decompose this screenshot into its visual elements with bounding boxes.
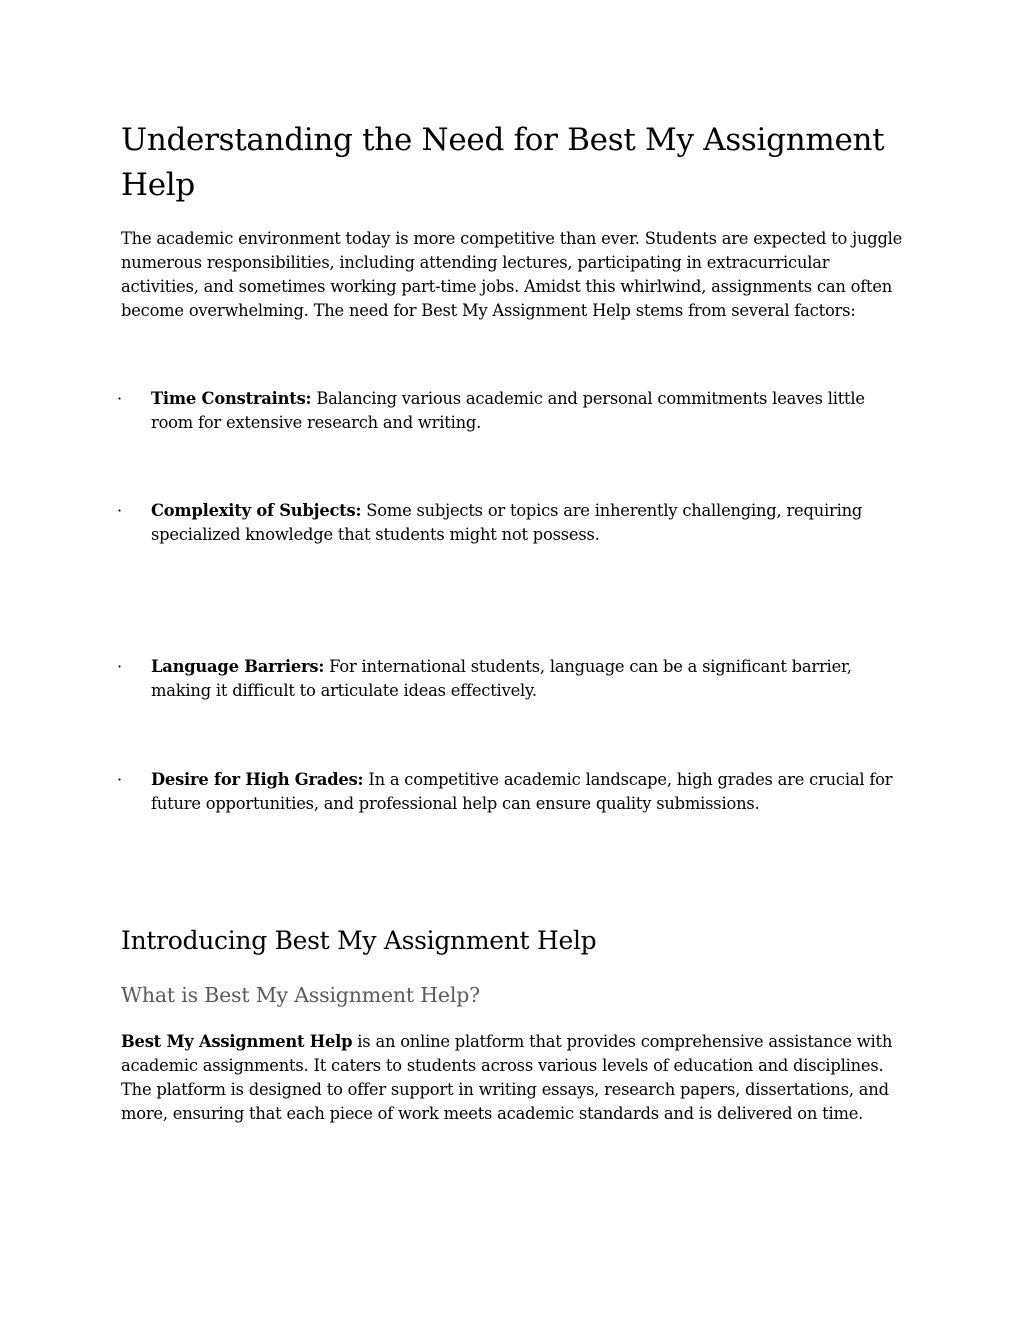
list-item-text (151, 387, 911, 435)
intro-paragraph: The academic environment today is more competitive than ever. Students are expected to juggle numerous responsibilities, including attending lectures, participating in extracurricular activities, and sometimes working part-time jobs. Amidst this whirlwind, assignments can often become overwhelming. The need for Best My Assignment Help stems from several factors: (121, 229, 903, 320)
bullet-mark: · (117, 770, 123, 789)
list-item-term: Time Constraints: (151, 389, 312, 408)
platform-description: is an online platform that provides comprehensive assistance with academic assignments. It caters to students across various levels of education and disciplines. The platform is designed to offer support in writing essays, research papers, dissertations, and more, ensuring that each piece of work meets academic standards and is delivered on time. (121, 1032, 893, 1123)
bullet-mark: · (117, 501, 123, 520)
subsection-heading: What is Best My Assignment Help? (121, 983, 480, 1007)
platform-name: Best My Assignment Help (121, 1032, 353, 1051)
list-item-text (151, 655, 911, 703)
platform-description-paragraph (121, 1030, 911, 1126)
bullet-mark: · (117, 657, 123, 676)
bullet-mark: · (117, 389, 123, 408)
list-item-term: Complexity of Subjects: (151, 501, 362, 520)
list-item-text (151, 768, 911, 816)
list-item-term: Desire for High Grades: (151, 770, 364, 789)
page-title: Understanding the Need for Best My Assignment Help (121, 122, 885, 203)
list-item-term: Language Barriers: (151, 657, 325, 676)
list-item-language-barriers (117, 655, 911, 703)
list-item-text (151, 499, 911, 547)
list-item-time-constraints (117, 387, 911, 435)
list-item-description: Some subjects or topics are inherently challenging, requiring specialized knowledge that students might not possess. (151, 501, 863, 544)
section-heading: Introducing Best My Assignment Help (121, 926, 597, 955)
list-item-complexity-of-subjects (117, 499, 911, 547)
list-item-description: For international students, language can be a significant barrier, making it difficult to articulate ideas effectively. (151, 657, 852, 700)
list-item-description: Balancing various academic and personal commitments leaves little room for extensive research and writing. (151, 389, 865, 432)
list-item-description: In a competitive academic landscape, high grades are crucial for future opportunities, and professional help can ensure quality submissions. (151, 770, 893, 813)
list-item-desire-for-high-grades (117, 768, 911, 816)
